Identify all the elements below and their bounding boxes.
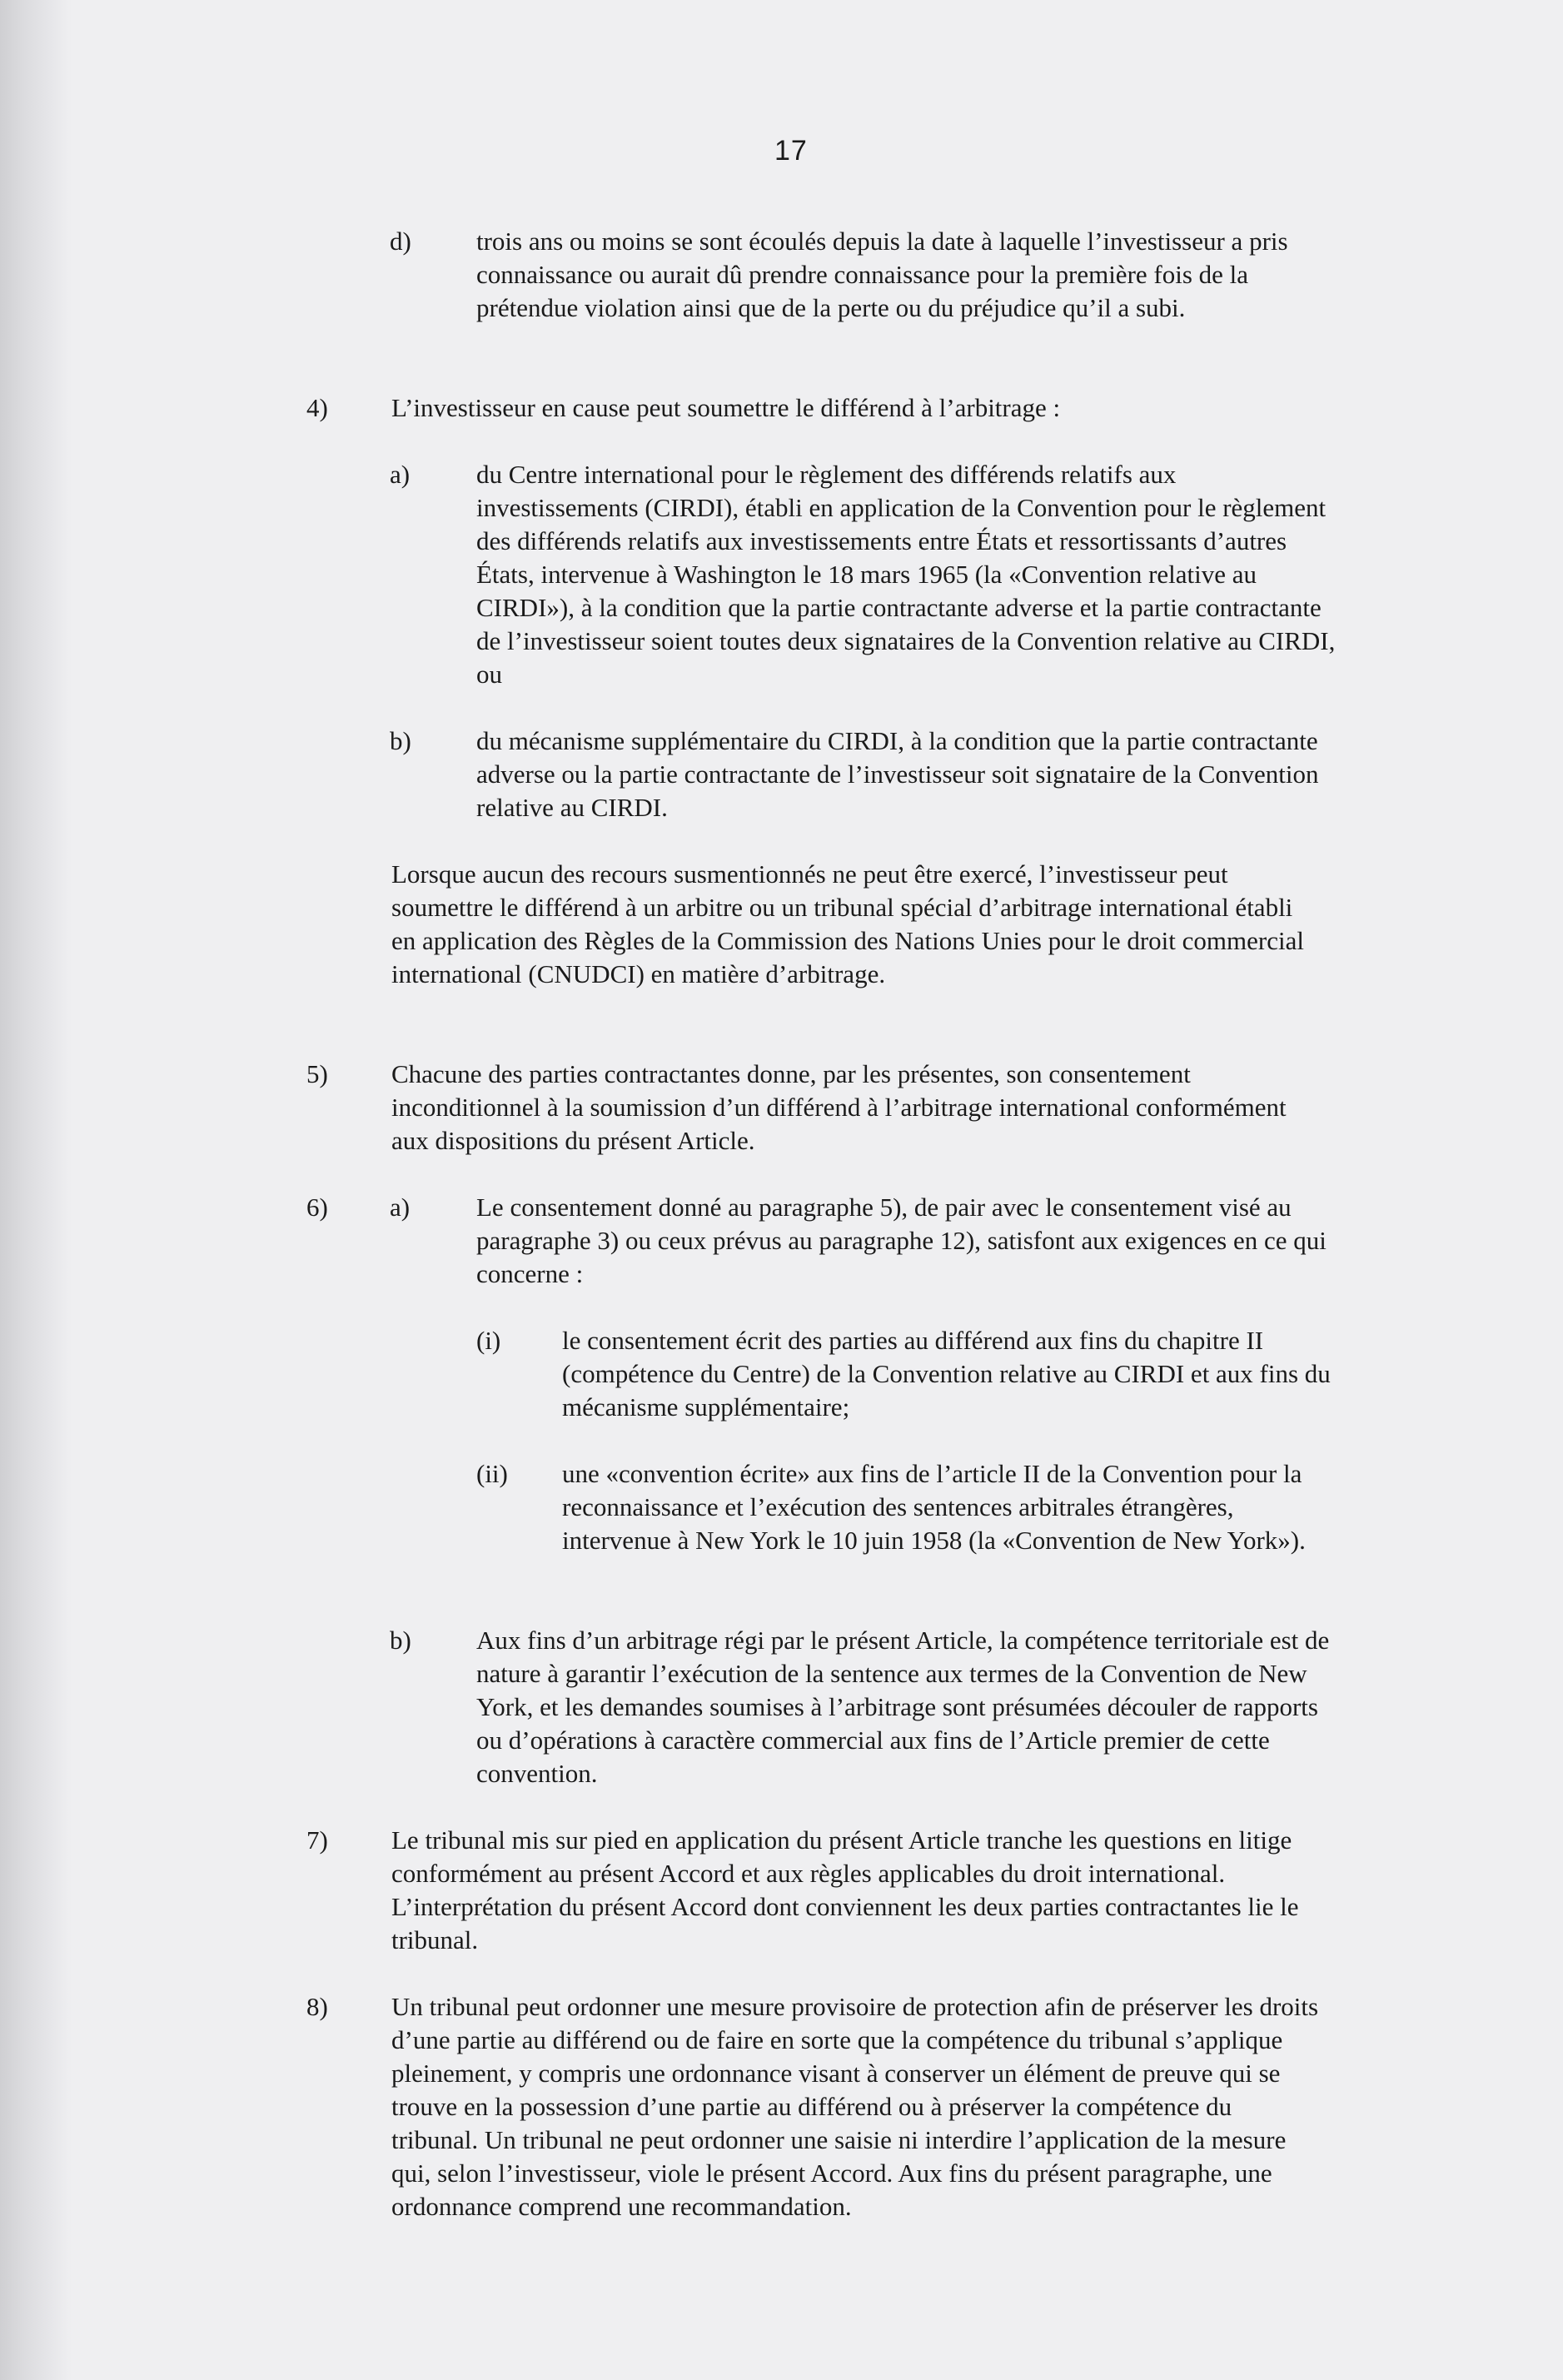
para-6b-label: b) xyxy=(390,1626,411,1655)
item-d-text: trois ans ou moins se sont écoulés depuis la date à laquelle l’investisseur a pris connaissance ou aurait dû prendre connaissance pour la première fois de la prétendue violation ainsi que de la perte ou du préjudice qu’il a subi. xyxy=(476,227,1288,322)
para-8-label: 8) xyxy=(306,1992,328,2021)
para-6a-ii-text: une «convention écrite» aux fins de l’article II de la Convention pour la reconnaissance et l’exécution des sentences arbitrales étrangères, intervenue à New York le 10 juin 1958 (la «Convention de New York»). xyxy=(562,1459,1306,1555)
para-6a-label: a) xyxy=(390,1192,411,1222)
para-6b-text: Aux fins d’un arbitrage régi par le présent Article, la compétence territoriale est de nature à garantir l’exécution de la sentence aux termes de la Convention de New York, et les demandes soumises à l’arbitrage sont présumées découler de rapports ou d’opérations à caractère commercial aux fins de l’Article premier de cette convention. xyxy=(476,1626,1330,1788)
para-4-closing: Lorsque aucun des recours susmentionnés ne peut être exercé, l’investisseur peut soumettre le différend à un arbitre ou un tribunal spécial d’arbitrage international établi en application des Règles de la Commission des Nations Unies pour le droit commercial international (CNUDCI) en matière d’arbitrage. xyxy=(391,859,1304,988)
para-4b-text: du mécanisme supplémentaire du CIRDI, à la condition que la partie contractante adverse ou la partie contractante de l’investisseur soit signataire de la Convention relative au CIRDI. xyxy=(476,726,1319,822)
page-number: 17 xyxy=(774,135,808,167)
para-4-label: 4) xyxy=(306,393,328,422)
para-7-label: 7) xyxy=(306,1825,328,1855)
para-8-text: Un tribunal peut ordonner une mesure provisoire de protection afin de préserver les droits d’une partie au différend ou de faire en sorte que la compétence du tribunal s’applique pleinement, y compris une ordonnance visant à conserver un élément de preuve qui se trouve en la possession d’une partie au différend ou à préserver la compétence du tribunal. Un tribunal ne peut ordonner une saisie ni interdire l’application de la mesure qui, selon l’investisseur, viole le présent Accord. Aux fins du présent paragraphe, une ordonnance comprend une recommandation. xyxy=(391,1992,1319,2221)
item-d-label: d) xyxy=(390,227,411,256)
para-7-text: Le tribunal mis sur pied en application du présent Article tranche les questions en litige conformément au présent Accord et aux règles applicables du droit international. L’interprétation du présent Accord dont conviennent les deux parties contractantes lie le tribunal. xyxy=(391,1825,1299,1954)
para-5-label: 5) xyxy=(306,1059,328,1088)
para-6a-i-text: le consentement écrit des parties au différend aux fins du chapitre II (compétence du Centre) de la Convention relative au CIRDI et aux fins du mécanisme supplémentaire; xyxy=(562,1326,1331,1422)
para-5-text: Chacune des parties contractantes donne, par les présentes, son consentement inconditionnel à la soumission d’un différend à l’arbitrage international conformément aux dispositions du présent Article. xyxy=(391,1059,1287,1155)
para-4a-text: du Centre international pour le règlement des différends relatifs aux investissements (CIRDI), établi en application de la Convention pour le règlement des différends relatifs aux investissements entre États et ressortissants d’autres États, intervenue à Washington le 18 mars 1965 (la «Convention relative au CIRDI»), à la condition que la partie contractante adverse et la partie contractante de l’investisseur soient toutes deux signataires de la Convention relative au CIRDI, ou xyxy=(476,460,1336,689)
para-6a-text: Le consentement donné au paragraphe 5), de pair avec le consentement visé au paragraphe 3) ou ceux prévus au paragraphe 12), satisfont aux exigences en ce qui concerne : xyxy=(476,1192,1327,1288)
para-4b-label: b) xyxy=(390,726,411,755)
para-6a-ii-label: (ii) xyxy=(476,1459,508,1488)
para-4-intro: L’investisseur en cause peut soumettre le différend à l’arbitrage : xyxy=(391,393,1061,422)
para-4a-label: a) xyxy=(390,460,411,489)
para-6a-i-label: (i) xyxy=(476,1326,501,1355)
para-6-label: 6) xyxy=(306,1192,328,1222)
